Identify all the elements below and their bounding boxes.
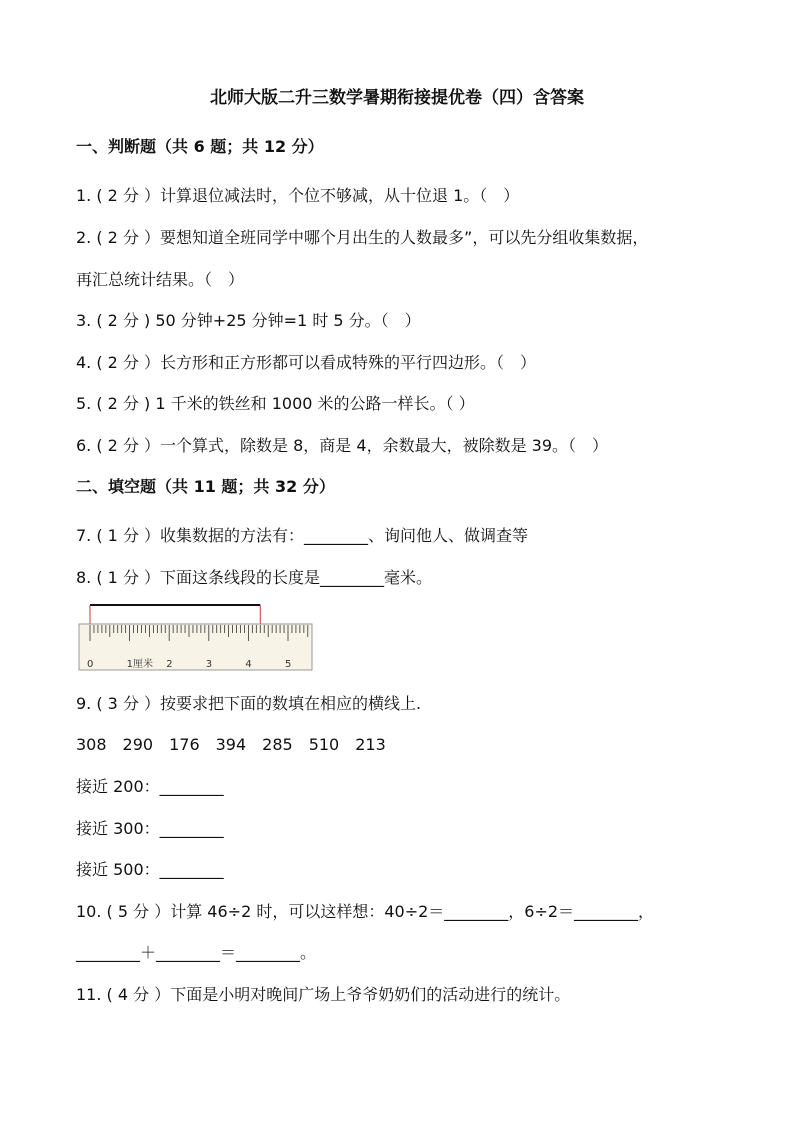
question-9-numbers: 308 290 176 394 285 510 213 xyxy=(76,735,386,754)
question-10-line-2: ________＋________＝________。 xyxy=(76,943,317,962)
question-9: 9. ( 3 分 ）按要求把下面的数填在相应的横线上. xyxy=(76,694,422,713)
question-7: 7. ( 1 分 ）收集数据的方法有：________、询问他人、做调查等 xyxy=(76,526,529,545)
question-2-line-1: 2. ( 2 分 ）要想知道全班同学中哪个月出生的人数最多”，可以先分组收集数据， xyxy=(76,228,649,247)
section-heading-fill-in: 二、填空题（共 11 题；共 32 分） xyxy=(76,477,335,496)
ruler-tick-label: 4 xyxy=(245,659,252,670)
question-3: 3. ( 2 分 ) 50 分钟+25 分钟=1 时 5 分。（ ） xyxy=(76,311,421,330)
ruler-tick-label: 2 xyxy=(166,659,173,670)
question-10-line-1: 10. ( 5 分 ）计算 46÷2 时，可以这样想：40÷2＝________，6÷2＝________， xyxy=(76,902,655,921)
question-9-near-200: 接近 200：________ xyxy=(76,777,224,796)
ruler-tick-label: 3 xyxy=(205,659,213,670)
ruler-figure xyxy=(78,600,314,674)
question-5: 5. ( 2 分 ) 1 千米的铁丝和 1000 米的公路一样长。（ ） xyxy=(76,394,475,413)
question-4: 4. ( 2 分 ）长方形和正方形都可以看成特殊的平行四边形。（ ） xyxy=(76,353,537,372)
question-2-line-2: 再汇总统计结果。（ ） xyxy=(76,270,245,289)
question-9-near-300: 接近 300：________ xyxy=(76,819,224,838)
question-1: 1. ( 2 分 ）计算退位减法时，个位不够减，从十位退 1。（ ） xyxy=(76,186,520,205)
section-heading-judgement: 一、判断题（共 6 题；共 12 分） xyxy=(76,137,324,156)
question-11: 11. ( 4 分 ）下面是小明对晚间广场上爷爷奶奶们的活动进行的统计。 xyxy=(76,985,571,1004)
ruler-tick-label: 0 xyxy=(87,659,94,670)
question-6: 6. ( 2 分 ）一个算式，除数是 8，商是 4，余数最大，被除数是 39。（ ） xyxy=(76,436,609,455)
question-9-near-500: 接近 500：________ xyxy=(76,860,224,879)
ruler-tick-label: 5 xyxy=(285,659,292,670)
ruler-tick-label: 1厘米 xyxy=(126,659,153,670)
page-title: 北师大版二升三数学暑期衔接提优卷（四）含答案 xyxy=(210,88,584,108)
question-8: 8. ( 1 分 ）下面这条线段的长度是________毫米。 xyxy=(76,568,433,587)
